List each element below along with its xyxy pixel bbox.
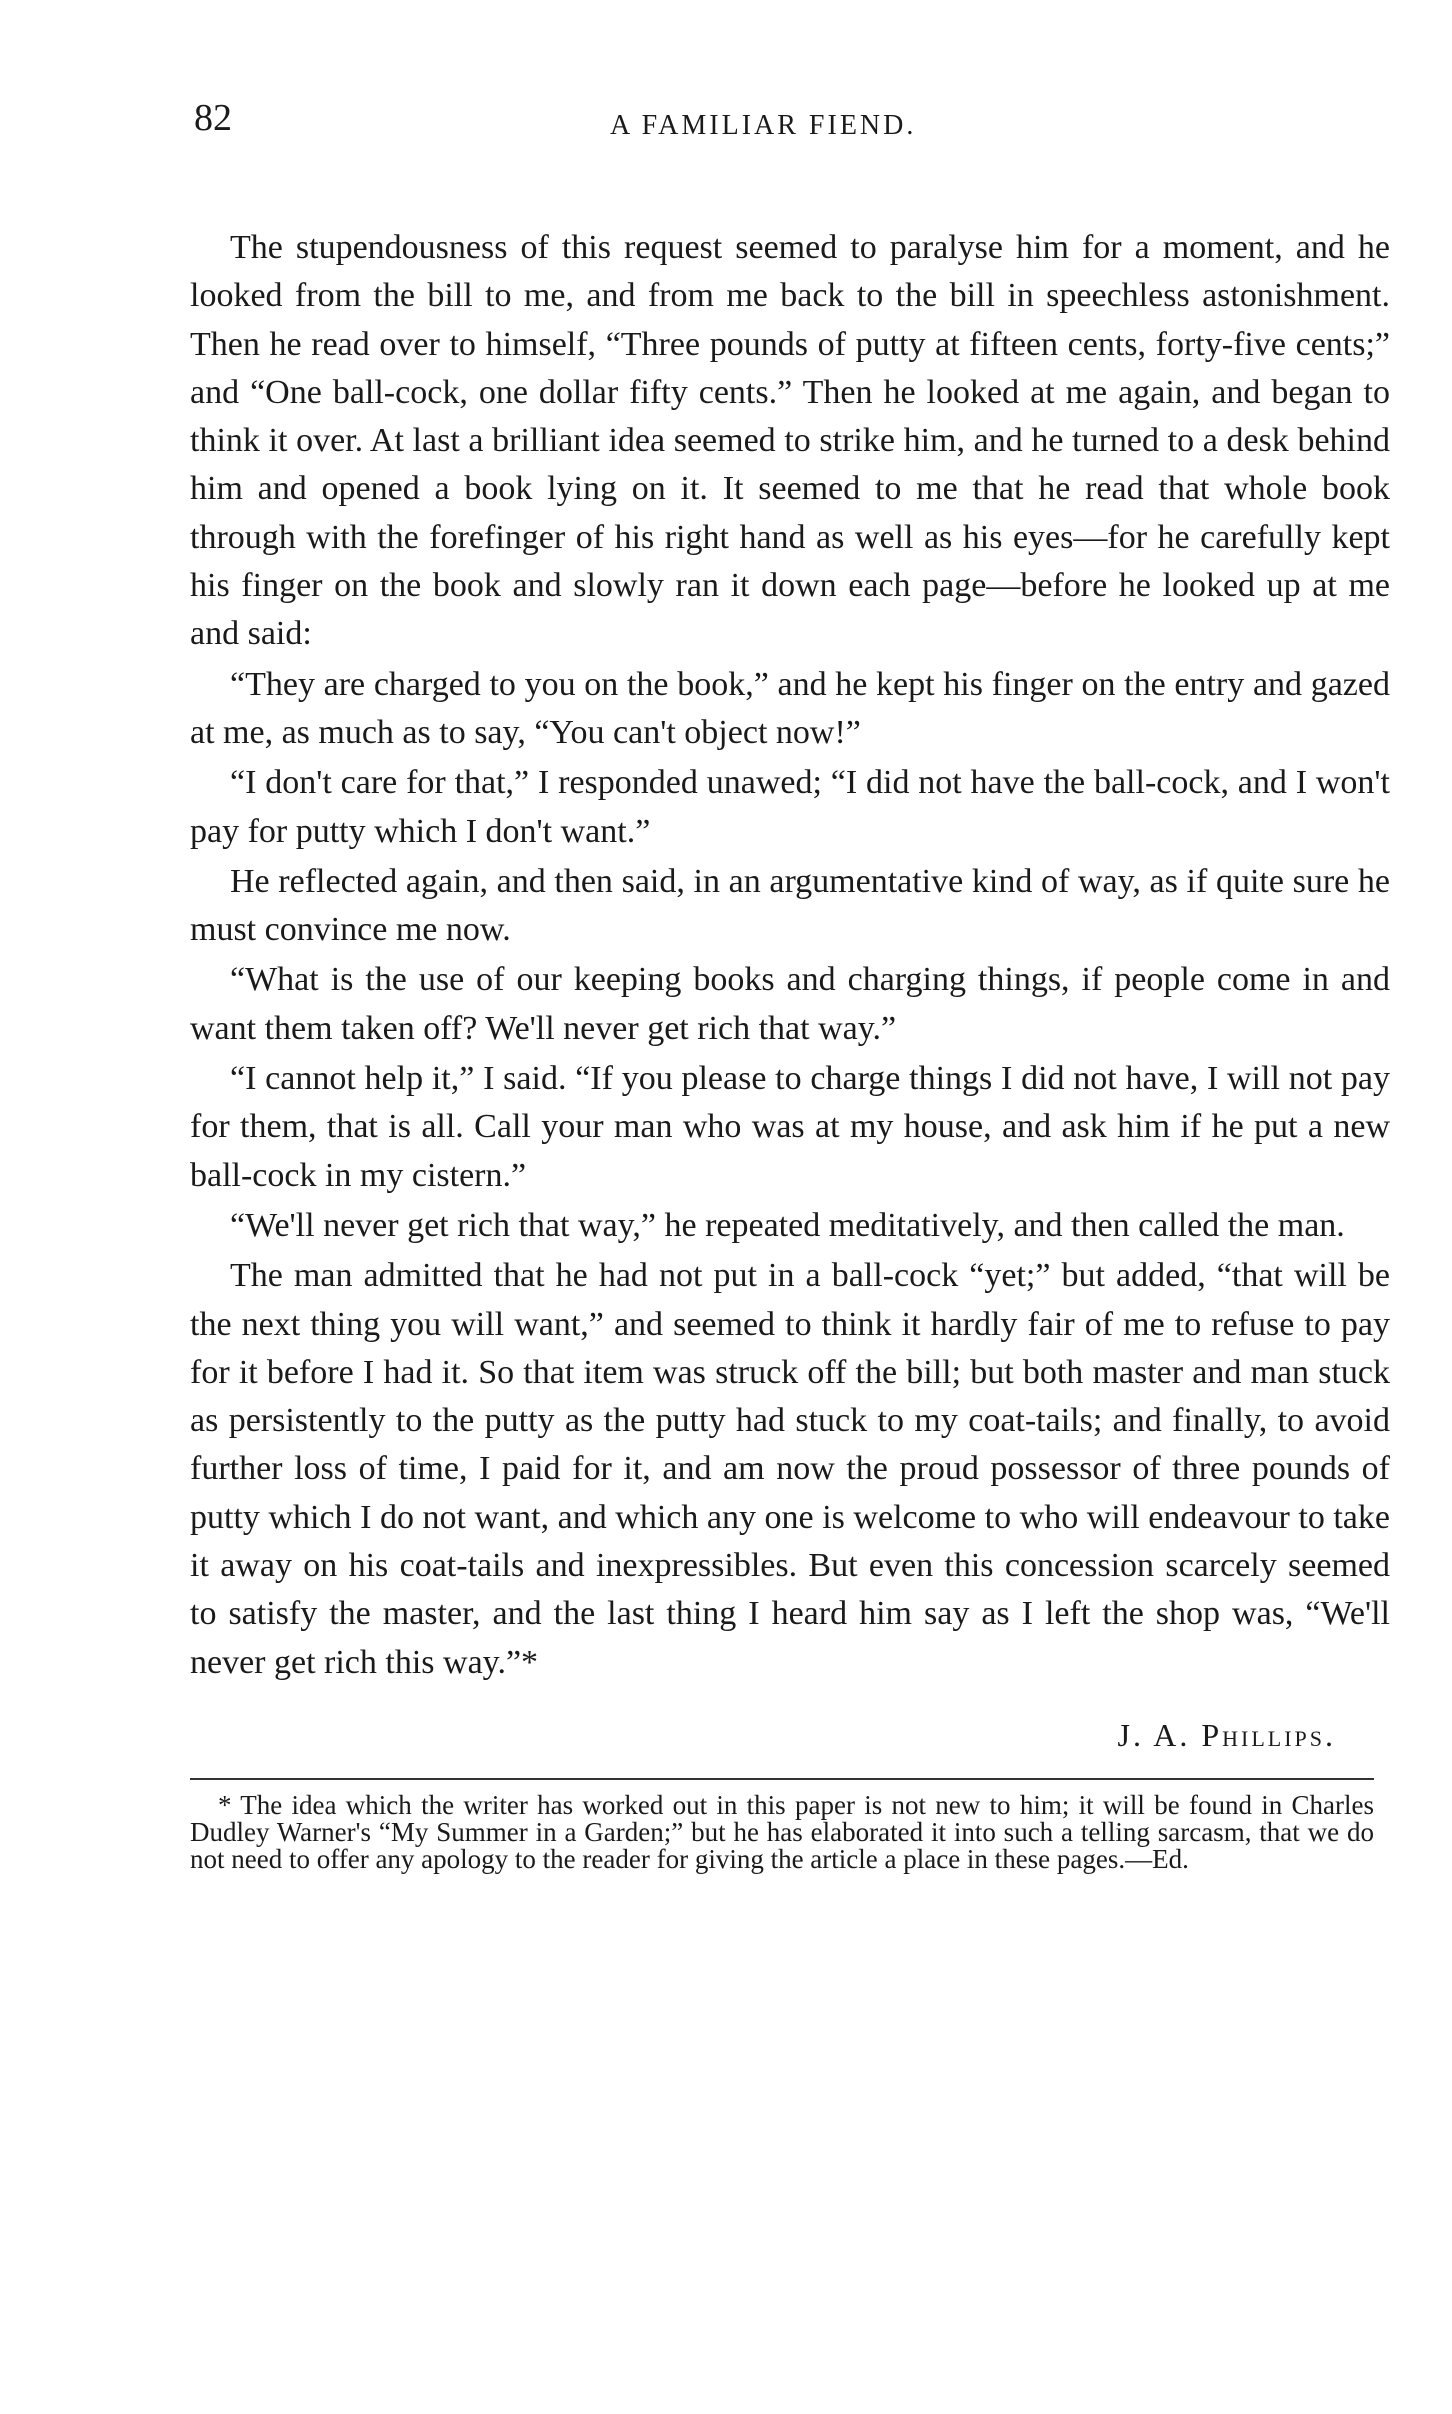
paragraph: “I don't care for that,” I responded unawed; “I did not have the ball-cock, and I won't pay for putty which I don't want.” [190,764,1390,850]
page [190,96,1390,1873]
author-signature [190,1717,1336,1754]
paragraph: He reflected again, and then said, in an argumentative kind of way, as if quite sure he must convince me now. [190,862,1390,949]
page-number: 82 [194,97,232,139]
running-head [190,96,1390,156]
footnote [190,1789,1374,1874]
footnote-divider [190,1778,1374,1780]
paragraph: The stupendousness of this request seemed to paralyse him for a moment, and he looked from the bill to me, and from me back to the bill in speechless astonishment. Then he read over to himself, “Three pounds of putty at fifteen cents, forty-five cents;” and “One ball-cock, one dollar fifty cents.” Then he looked at me again, and began to think it over. At last a brilliant idea seemed to strike him, and he turned to a desk behind him and opened a book lying on it. It seemed to me that he read that whole book through with the forefinger of his right hand as well as his eyes—for he carefully kept his finger on the book and slowly ran it down each page—before he looked up at me and said: [190,229,1390,653]
paragraph: “They are charged to you on the book,” and he kept his finger on the entry and gazed at me, as much as to say, “You can't object now!” [190,665,1390,751]
article-body [190,224,1390,1687]
paragraph: The man admitted that he had not put in a ball-cock “yet;” but added, “that will be the next thing you will want,” and seemed to think it hardly fair of me to refuse to pay for it before I had it. So that item was struck off the bill; but both master and man stuck as persistently to the putty as the putty had stuck to my coat-tails; and finally, to avoid further loss of time, I paid for it, and am now the proud possessor of three pounds of putty which I do not want, and which any one is welcome to who will endeavour to take it away on his coat-tails and inexpressibles. But even this concession scarcely seemed to satisfy the master, and the last thing I heard him say as I left the shop was, “We'll never get rich this way.”* [190,1257,1390,1681]
author-name: J. A. Phillips. [1117,1716,1336,1753]
paragraph: “We'll never get rich that way,” he repeated meditatively, and then called the man. [230,1206,1345,1244]
footnote-text: * The idea which the writer has worked out in this paper is not new to him; it will be found in Charles Dudley Warner's “My Summer in a Garden;” but he has elaborated it into such a telling sarcasm, that we do not need to offer any apology to the reader for giving the article a place in these pages.—Ed. [190,1789,1374,1874]
running-title: A FAMILIAR FIEND. [610,110,917,141]
paragraph: “What is the use of our keeping books and charging things, if people come in and want them taken off? We'll never get rich that way.” [190,961,1390,1047]
paragraph: “I cannot help it,” I said. “If you please to charge things I did not have, I will not pay for them, that is all. Call your man who was at my house, and ask him if he put a new ball-cock in my cistern.” [190,1060,1390,1194]
